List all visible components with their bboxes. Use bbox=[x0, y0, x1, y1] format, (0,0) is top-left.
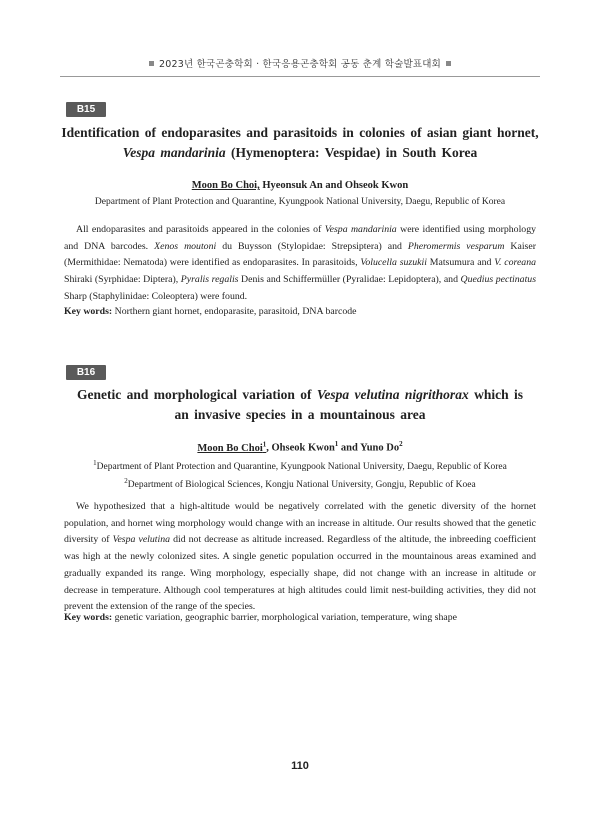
affiliation-2: $^2$Department of Biological Sciences, Kongju National University, Gongju, Republic of Koea bbox=[124, 477, 476, 491]
keywords-label: Key words: bbox=[64, 306, 113, 317]
title-species: Vespa mandarinia bbox=[122, 145, 226, 160]
title-line: Identification of endoparasites and parasitoids in colonies of asian giant hornet, bbox=[61, 125, 539, 140]
keywords bbox=[64, 306, 536, 317]
author-list bbox=[60, 180, 540, 191]
affiliation-1: $^1$Department of Plant Protection and Quarantine, Kyungpook National University, Daegu, Republic of Korea bbox=[93, 459, 507, 473]
title-line: Vespa mandarinia (Hymenoptera: Vespidae) in South Korea bbox=[122, 145, 478, 160]
co-authors: Hyeonsuk An and Ohseok Kwon bbox=[259, 180, 409, 191]
abstract-code-badge: B15 bbox=[66, 102, 106, 117]
presenting-author: Moon Bo Choi$^1$ bbox=[197, 440, 267, 454]
abstract-paragraph: All endoparasites and parasitoids appeared in the colonies of Vespa mandarinia were identified using morphology and DNA barcodes. Xenos moutoni du Buysson (Stylopidae: Strepsiptera) and Pheromermis vesparum Kaiser (Mermithidae: Nematoda) were identified as endoparasites. In parasitoids, Volucella suzukii Matsumura and V. coreana Shiraki (Syrphidae: Diptera), Pyralis regalis Denis and Schiffermüller (Pyralidae: Lepidoptera), and Quedius pectinatus Sharp (Staphylinidae: Coleoptera) were found. bbox=[64, 224, 537, 302]
header-text: 2023년 한국곤충학회 · 한국응용곤충학회 공동 춘계 학술발표대회 bbox=[159, 59, 441, 70]
keywords-list: Northern giant hornet, endoparasite, parasitoid, DNA barcode bbox=[112, 306, 357, 317]
author-list: Moon Bo Choi$^1$, Ohseok Kwon$^1$ and Yuno Do$^2$ bbox=[197, 440, 403, 454]
abstract-paragraph: We hypothesized that a high-altitude would be negatively correlated with the genetic diversity of the hornet population, and hornet wing morphology would change with an increase in altitude. Our results showed that the genetic diversity of Vespa velutina did not decrease as altitude increased. Regardless of the altitude, the inbreeding coefficient was high at the newly colonized sites. A single genetic population occurred in the mountainous areas examined and gradually expanded its range. Wing morphology, especially shape, did not change with an increase in altitude or decrease in temperature. Although cool temperatures at high altitudes could limit nest-building activities, they did not prevent the extension of the range of the species. bbox=[64, 501, 536, 613]
affiliation bbox=[60, 456, 540, 492]
abstract-body bbox=[64, 222, 536, 306]
square-bullet-icon bbox=[446, 61, 451, 66]
title-species: Vespa velutina nigrithorax bbox=[316, 387, 469, 402]
affiliation: Department of Plant Protection and Quarantine, Kyungpook National University, Daegu, Republic of Korea bbox=[94, 197, 506, 207]
page-number: 110 bbox=[291, 760, 309, 772]
title-line: Genetic and morphological variation of Vespa velutina nigrithorax which is bbox=[77, 387, 523, 402]
abstract-body bbox=[64, 499, 536, 616]
running-header bbox=[0, 56, 600, 70]
keywords bbox=[64, 612, 536, 623]
title-line: an invasive species in a mountainous area bbox=[174, 407, 426, 422]
abstract-code-badge: B16 bbox=[66, 365, 106, 380]
abstract-title bbox=[60, 385, 540, 425]
square-bullet-icon bbox=[149, 61, 154, 66]
keywords-label: Key words: bbox=[64, 612, 113, 623]
abstract-title bbox=[60, 123, 540, 163]
presenting-author: Moon Bo Choi, bbox=[191, 180, 260, 191]
header-rule bbox=[60, 76, 540, 77]
keywords-list: genetic variation, geographic barrier, morphological variation, temperature, wing shape bbox=[112, 612, 457, 623]
